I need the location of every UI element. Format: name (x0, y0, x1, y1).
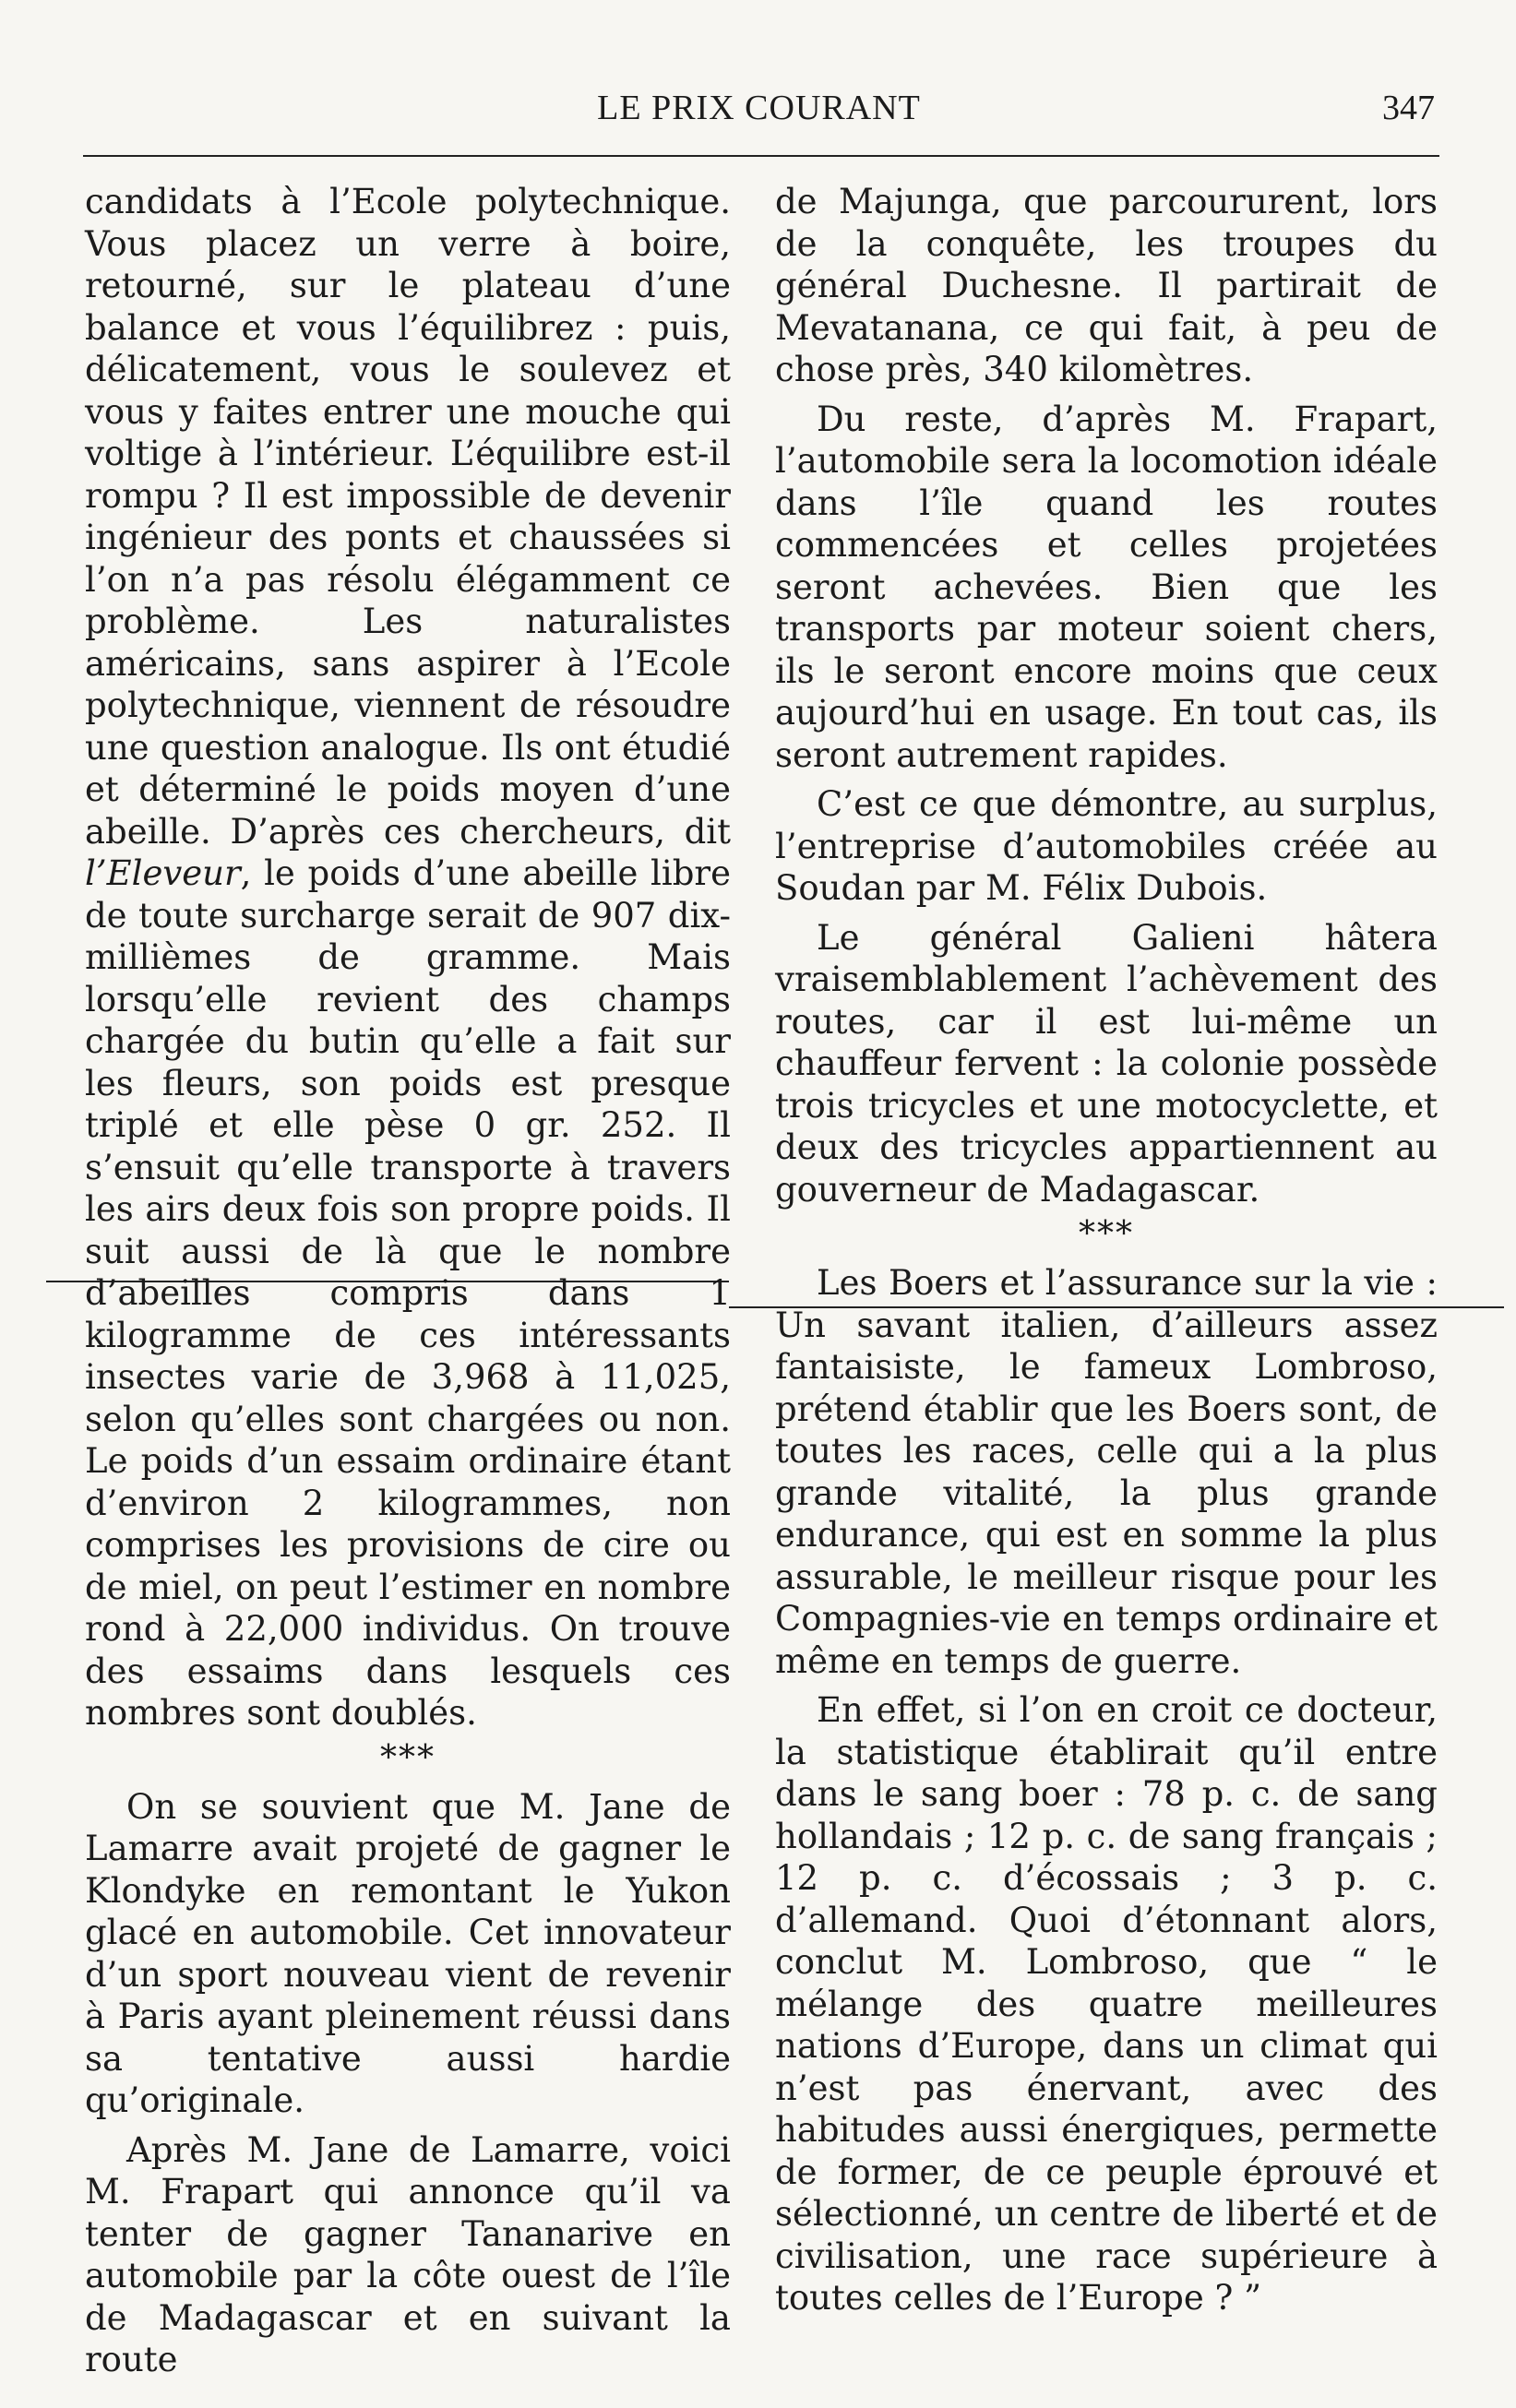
left-column (85, 181, 731, 2381)
article-boers: Les Boers et l’assurance sur la vie : Un savant italien, d’ailleurs assez fantaisiste, le fameux Lombroso, prétend établir que les Boers sont, de toutes les races, celle qui a la plus grande vitalité, la plus grande endurance, qui est en somme la plus assurable, le meilleur risque pour les Compagnies-vie en temps ordinaire et même en temps de guerre. (775, 1263, 1438, 1681)
right-column (775, 181, 1438, 2319)
article-frapart: Après M. Jane de Lamarre, voici M. Frapart qui annonce qu’il va tenter de gagner Tananarive en automobile par la côte ouest de l’île de Madagascar et en suivant la route (85, 2129, 731, 2379)
article-bees-text-end: , le poids d’une abeille libre de toute surcharge serait de 907 dix-millièmes de gramme. Mais lorsqu’elle revient des champs chargée du butin qu’elle a fait sur les fleurs, son poids est presque triplé et elle pèse 0 gr. 252. Il s’ensuit qu’elle transporte à travers les airs deux fois son propre poids. Il suit aussi de là que le nombre d’abeilles compris dans 1 kilogramme de ces intéressants insectes varie de 3,968 à 11,025, selon qu’elles sont chargées ou non. Le poids d’un essaim ordinaire étant d’environ 2 kilogrammes, non comprises les provisions de cire ou de miel, on peut l’estimer en nombre rond à 22,000 individus. On trouve des essaims dans lesquels ces nombres sont doublés. (85, 853, 731, 1733)
source-title: l’Eleveur (85, 853, 241, 893)
running-header (83, 88, 1435, 143)
journal-title: LE PRIX COURANT (597, 89, 921, 127)
section-separator: *** (1079, 1215, 1134, 1253)
article-soudan: C’est ce que démontre, au surplus, l’entreprise d’automobiles créée au Soudan par M. Félix Dubois. (775, 784, 1438, 908)
article-galieni: Le général Galieni hâtera vraisemblablement l’achèvement des routes, car il est lui-même un chauffeur fervent : la colonie possède trois tricycles et une motocyclette, et deux des tricycles appartiennent au gouverneur de Madagascar. (775, 917, 1438, 1210)
article-frapart-routes: Du reste, d’après M. Frapart, l’automobile sera la locomotion idéale dans l’île quand les routes commencées et celles projetées seront achevées. Bien que les transports par moteur soient chers, ils le seront encore moins que ceux aujourd’hui en usage. En tout cas, ils seront autrement rapides. (775, 399, 1438, 775)
header-rule (83, 155, 1439, 157)
page-number: 347 (1382, 89, 1435, 127)
section-separator: *** (380, 1738, 436, 1777)
article-lamarre: On se souvient que M. Jane de Lamarre avait projeté de gagner le Klondyke en remontant le Yukon glacé en automobile. Cet innovateur d’un sport nouveau vient de revenir à Paris ayant pleinement réussi dans sa tentative aussi hardie qu’originale. (85, 1786, 731, 2120)
article-majunga: de Majunga, que parcoururent, lors de la conquête, les troupes du général Duchesne. Il partirait de Mevatanana, ce qui fait, à peu de chose près, 340 kilomètres. (775, 182, 1438, 389)
article-bees-text: candidats à l’Ecole polytechnique. Vous placez un verre à boire, retourné, sur le plateau d’une balance et vous l’équilibrez : puis, délicatement, vous le soulevez et vous y faites entrer une mouche qui voltige à l’intérieur. L’équilibre est-il rompu ? Il est impossible de devenir ingénieur des ponts et chaussées si l’on n’a pas résolu élégamment ce problème. Les naturalistes américains, sans aspirer à l’Ecole polytechnique, viennent de résoudre une question analogue. Ils ont étudié et déterminé le poids moyen d’une abeille. D’après ces chercheurs, dit (85, 182, 731, 852)
article-bees (85, 181, 731, 1734)
article-lombroso: En effet, si l’on en croit ce docteur, la statistique établirait qu’il entre dans le sang boer : 78 p. c. de sang hollandais ; 12 p. c. de sang français ; 12 p. c. d’écossais ; 3 p. c. d’allemand. Quoi d’étonnant alors, conclut M. Lombroso, que “ le mélange des quatre meilleures nations d’Europe, dans un climat qui n’est pas énervant, avec des habitudes aussi énergiques, permette de former, de ce peuple éprouvé et sélectionné, un centre de liberté et de civilisation, une race supérieure à toutes celles de l’Europe ? ” (775, 1690, 1438, 2318)
